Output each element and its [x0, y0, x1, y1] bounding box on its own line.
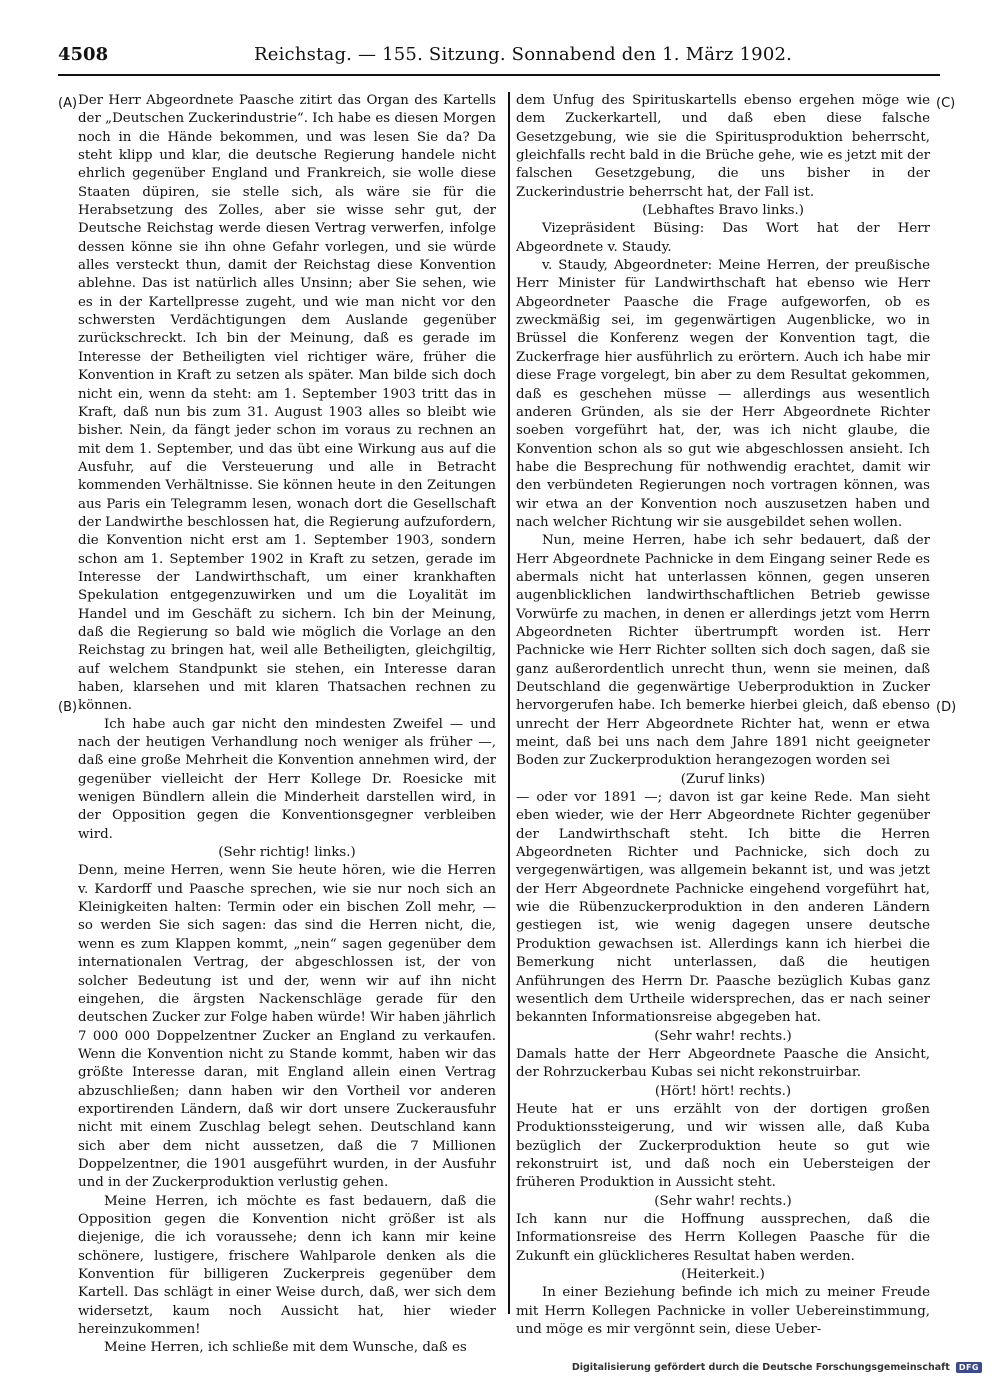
margin-marker-d: (D) — [936, 700, 957, 715]
column-divider — [508, 92, 510, 1314]
margin-marker-b: (B) — [58, 700, 78, 715]
credit-text: Digitalisierung gefördert durch die Deutsche Forschungsgemeinschaft — [571, 1361, 950, 1373]
margin-marker-a: (A) — [58, 96, 78, 111]
paragraph: Heute hat er uns erzählt von der dortigen großen Produktionssteigerung, und wir wissen alle, daß Kuba bezüglich der Zuckerproduktion heute so gut wie rekonstruirt ist, und daß noch ein Uebersteigen der früheren Produktion in Aussicht steht. — [516, 1101, 930, 1191]
margin-marker-c: (C) — [936, 96, 956, 111]
page-header — [58, 40, 940, 74]
paragraph: — oder vor 1891 —; davon ist gar keine Rede. Man sieht eben wieder, wie der Herr Abgeordnete Richter gegenüber der Landwirthschaft steht. Ich bitte die Herren Abgeordneten Richter und Pachnicke, sich doch zu vergegenwärtigen, was allgemein bekannt ist, und was jetzt der Herr Abgeordnete Pachnicke eingehend vorgeführt hat, wie die Rübenzuckerproduktion in den anderen Ländern gestiegen ist, wie wenig dagegen unsere deutsche Produktion gewachsen ist. Allerdings kann ich hierbei die Bemerkung nicht unterlassen, daß die heutigen Anführungen des Herrn Dr. Paasche bezüglich Kubas ganz wesentlich dem Urtheile widersprechen, das er nach seiner bekannten Informationsreise abgegeben hat. — [516, 790, 930, 1026]
interjection: (Zuruf links) — [680, 771, 766, 787]
paragraph: dem Unfug des Spirituskartells ebenso ergehen möge wie dem Zuckerkartell, und daß eben diese falsche Gesetzgebung, wie sie die Spiritusproduktion beherrscht, gleichfalls recht bald in die Brüche gehe, wie es jetzt mit der falschen Gesetzgebung, die uns bisher in der Zuckerindustrie beherrscht hat, der Fall ist. — [516, 93, 930, 200]
paragraph: Damals hatte der Herr Abgeordnete Paasche die Ansicht, der Rohrzuckerbau Kubas sei nicht rekonstruirbar. — [516, 1046, 930, 1081]
header-rule — [58, 74, 940, 76]
paragraph: Der Herr Abgeordnete Paasche zitirt das Organ des Kartells der „Deutschen Zuckerindustrie“. Ich habe es diesen Morgen noch in die Hände bekommen, und was lesen Sie da? Da steht klipp und klar, die deutsche Regierung handele nicht ehrlich gegenüber England und Frankreich, sie wolle diese Staaten düpiren, sie stelle sich, als wäre sie für die Herabsetzung des Zolles, aber sie wisse sehr gut, der Deutsche Reichstag werde diesen Vertrag verwerfen, infolge dessen könne sie ihn ohne Gefahr vorlegen, und sie würde alles versteckt thun, damit der Reichstag diese Konvention ablehne. Das ist natürlich alles Unsinn; aber Sie sehen, wie es in der Kartellpresse zugeht, und wie man nicht vor den schwersten Verdächtigungen dem Auslande gegenüber zurückschreckt. Ich bin der Meinung, daß es gerade im Interesse der Betheiligten viel richtiger wäre, früher die Konvention in Kraft zu setzen als später. Man bilde sich doch nicht ein, wenn da steht: am 1. September 1903 tritt das in Kraft, daß nun bis zum 31. August 1903 alles so bleibt wie bisher. Nein, da fängt jeder schon im voraus zu rechnen an mit dem 1. September, und das übt eine Wirkung aus auf die Ausfuhr, auf die Versteuerung und alle in Betracht kommenden Verhältnisse. Sie können heute in den Zeitungen aus Paris ein Telegramm lesen, wonach dort die Gesellschaft der Landwirthe beschlossen hat, die Regierung aufzufordern, die Konvention nicht erst am 1. September 1903, sondern schon am 1. September 1902 in Kraft zu setzen, gerade im Interesse der Landwirthschaft, um einer krankhaften Spekulation entgegenzuwirken und um die Loyalität im Handel und im Geschäft zu sichern. Ich bin der Meinung, daß die Regierung so bald wie möglich die Vorlage an den Reichstag zu bringen hat, weil alle Betheiligten, gleichgiltig, auf welchem Standpunkt sie stehen, ein Interesse daran haben, klarsehen und mit klaren Thatsachen rechnen zu können. — [78, 93, 496, 714]
interjection: (Heiterkeit.) — [681, 1267, 765, 1282]
right-column — [516, 92, 930, 1339]
paragraph: Meine Herren, ich möchte es fast bedauern, daß die Opposition gegen die Konvention nicht größer ist als diejenige, die ich voraussehe; denn ich kann mir keine schönere, lustigere, frischere Wahlparole denken als die Konvention für billigeren Zuckerpreis gegenüber dem Kartell. Das schlägt in einer Weise durch, daß, wer sich dem widersetzt, kaum noch Aussicht hat, hier wieder hereinzukommen! — [78, 1193, 496, 1338]
paragraph: Nun, meine Herren, habe ich sehr bedauert, daß der Herr Abgeordnete Pachnicke in dem Eingang seiner Rede es abermals nicht hat unterlassen können, gegen unseren augenblicklichen landwirthschaftlichen Betrieb gewisse Vorwürfe zu machen, in denen er allerdings jetzt vom Herrn Abgeordneten Richter übertrumpft worden ist. Herr Pachnicke wie Herr Richter sollten sich doch sagen, daß sie ganz außerordentlich unrecht thun, wenn sie meinen, daß Deutschland die gegenwärtige Ueberproduktion in Zucker hervorgerufen habe. Ich bemerke hierbei gleich, daß ebenso unrecht der Herr Abgeordnete Richter hat, wenn er etwa meint, daß bei uns nach dem Jahre 1891 nicht geeigneter Boden zur Zuckerproduktion herangezogen worden sei — [516, 533, 930, 769]
interjection: (Lebhaftes Bravo links.) — [642, 203, 804, 219]
page-number: 4508 — [58, 44, 109, 65]
paragraph: Meine Herren, ich schließe mit dem Wunsche, daß es — [104, 1340, 467, 1356]
speaker-paragraph: v. Staudy, Abgeordneter: Meine Herren, der preußische Herr Minister für Landwirthschaft hat ebenso wie Herr Abgeordneter Paasche die Frage aufgeworfen, ob es zweckmäßig sei, im gegenwärtigen Augenblicke, wo in Brüssel die Konferenz wegen der Konvention tagt, die Zuckerfrage hier ausführlich zu erörtern. Auch ich habe mir diese Frage vorgelegt, bin aber zu dem Resultat gekommen, daß es geschehen müsse — allerdings aus wesentlich anderen Gründen, als sie der Herr Abgeordnete Richter soeben vorgeführt hat, der, was ich nicht glaube, die Konvention schon als so gut wie abgeschlossen ansieht. Ich habe die Besprechung für nothwendig erachtet, damit wir den verbündeten Regierungen noch vortragen können, was wir etwa an der Konvention noch auszusetzen haben und nach welcher Richtung wir sie ausgebildet sehen wollen. — [516, 258, 930, 530]
paragraph: Ich kann nur die Hoffnung aussprechen, daß die Informationsreise des Herrn Kollegen Paasche für die Zukunft ein glücklicheres Resultat haben werden. — [516, 1211, 930, 1264]
paragraph: Ich habe auch gar nicht den mindesten Zweifel — und nach der heutigen Verhandlung noch weniger als früher —, daß eine große Mehrheit die Konvention annehmen wird, der gegenüber vielleicht der Herr Kollege Dr. Roesicke mit wenigen Bündlern allein die Minderheit darstellen wird, in der Opposition gegen die Konventionsgegner verbleiben wird. — [78, 716, 496, 842]
interjection: (Hört! hört! rechts.) — [654, 1083, 792, 1099]
speaker-paragraph: Vizepräsident Büsing: Das Wort hat der Herr Abgeordnete v. Staudy. — [516, 221, 930, 255]
left-column — [78, 92, 496, 1358]
interjection: (Sehr wahr! rechts.) — [654, 1028, 792, 1044]
paragraph: In einer Beziehung befinde ich mich zu meiner Freude mit Herrn Kollegen Pachnicke in voller Uebereinstimmung, und möge es mir vergönnt sein, diese Ueber- — [516, 1285, 930, 1338]
interjection: (Sehr richtig! links.) — [218, 845, 356, 861]
interjection: (Sehr wahr! rechts.) — [654, 1193, 792, 1209]
dfg-logo-icon: DFG — [956, 1362, 982, 1373]
paragraph: Denn, meine Herren, wenn Sie heute hören, wie die Herren v. Kardorff und Paasche sprechen, wie sie nur noch sich an Kleinigkeiten halten: Termin oder ein bischen Zoll mehr, — so werden Sie sich sagen: das sind die Herren nicht, die, wenn es zum Klappen kommt, „nein“ sagen gegenüber dem internationalen Vertrag, der abgeschlossen ist, der von solcher Bedeutung ist und der, wenn wir auf ihn nicht eingehen, die ärgsten Nackenschläge gerade für den deutschen Zucker zur Folge haben würde! Wir haben jährlich 7 000 000 Doppelzentner Zucker an England zu verkaufen. Wenn die Konvention nicht zu Stande kommt, haben wir das größte Interesse daran, mit England allein einen Vertrag abzuschließen; dann haben wir den Vortheil vor anderen exportirenden Ländern, daß wir dort unsere Zuckerausfuhr nicht mit einem Zuschlag belegt sehen. Deutschland kann sich aber dem nicht aussetzen, daß die 7 Millionen Doppelzentner, die 1901 ausgeführt wurden, in der Ausfuhr und in der Zuckerproduktion verlustig gehen. — [78, 863, 496, 1191]
digitization-credit — [572, 1360, 982, 1374]
running-head: Reichstag. — 155. Sitzung. Sonnabend den 1. März 1902. — [254, 44, 793, 65]
